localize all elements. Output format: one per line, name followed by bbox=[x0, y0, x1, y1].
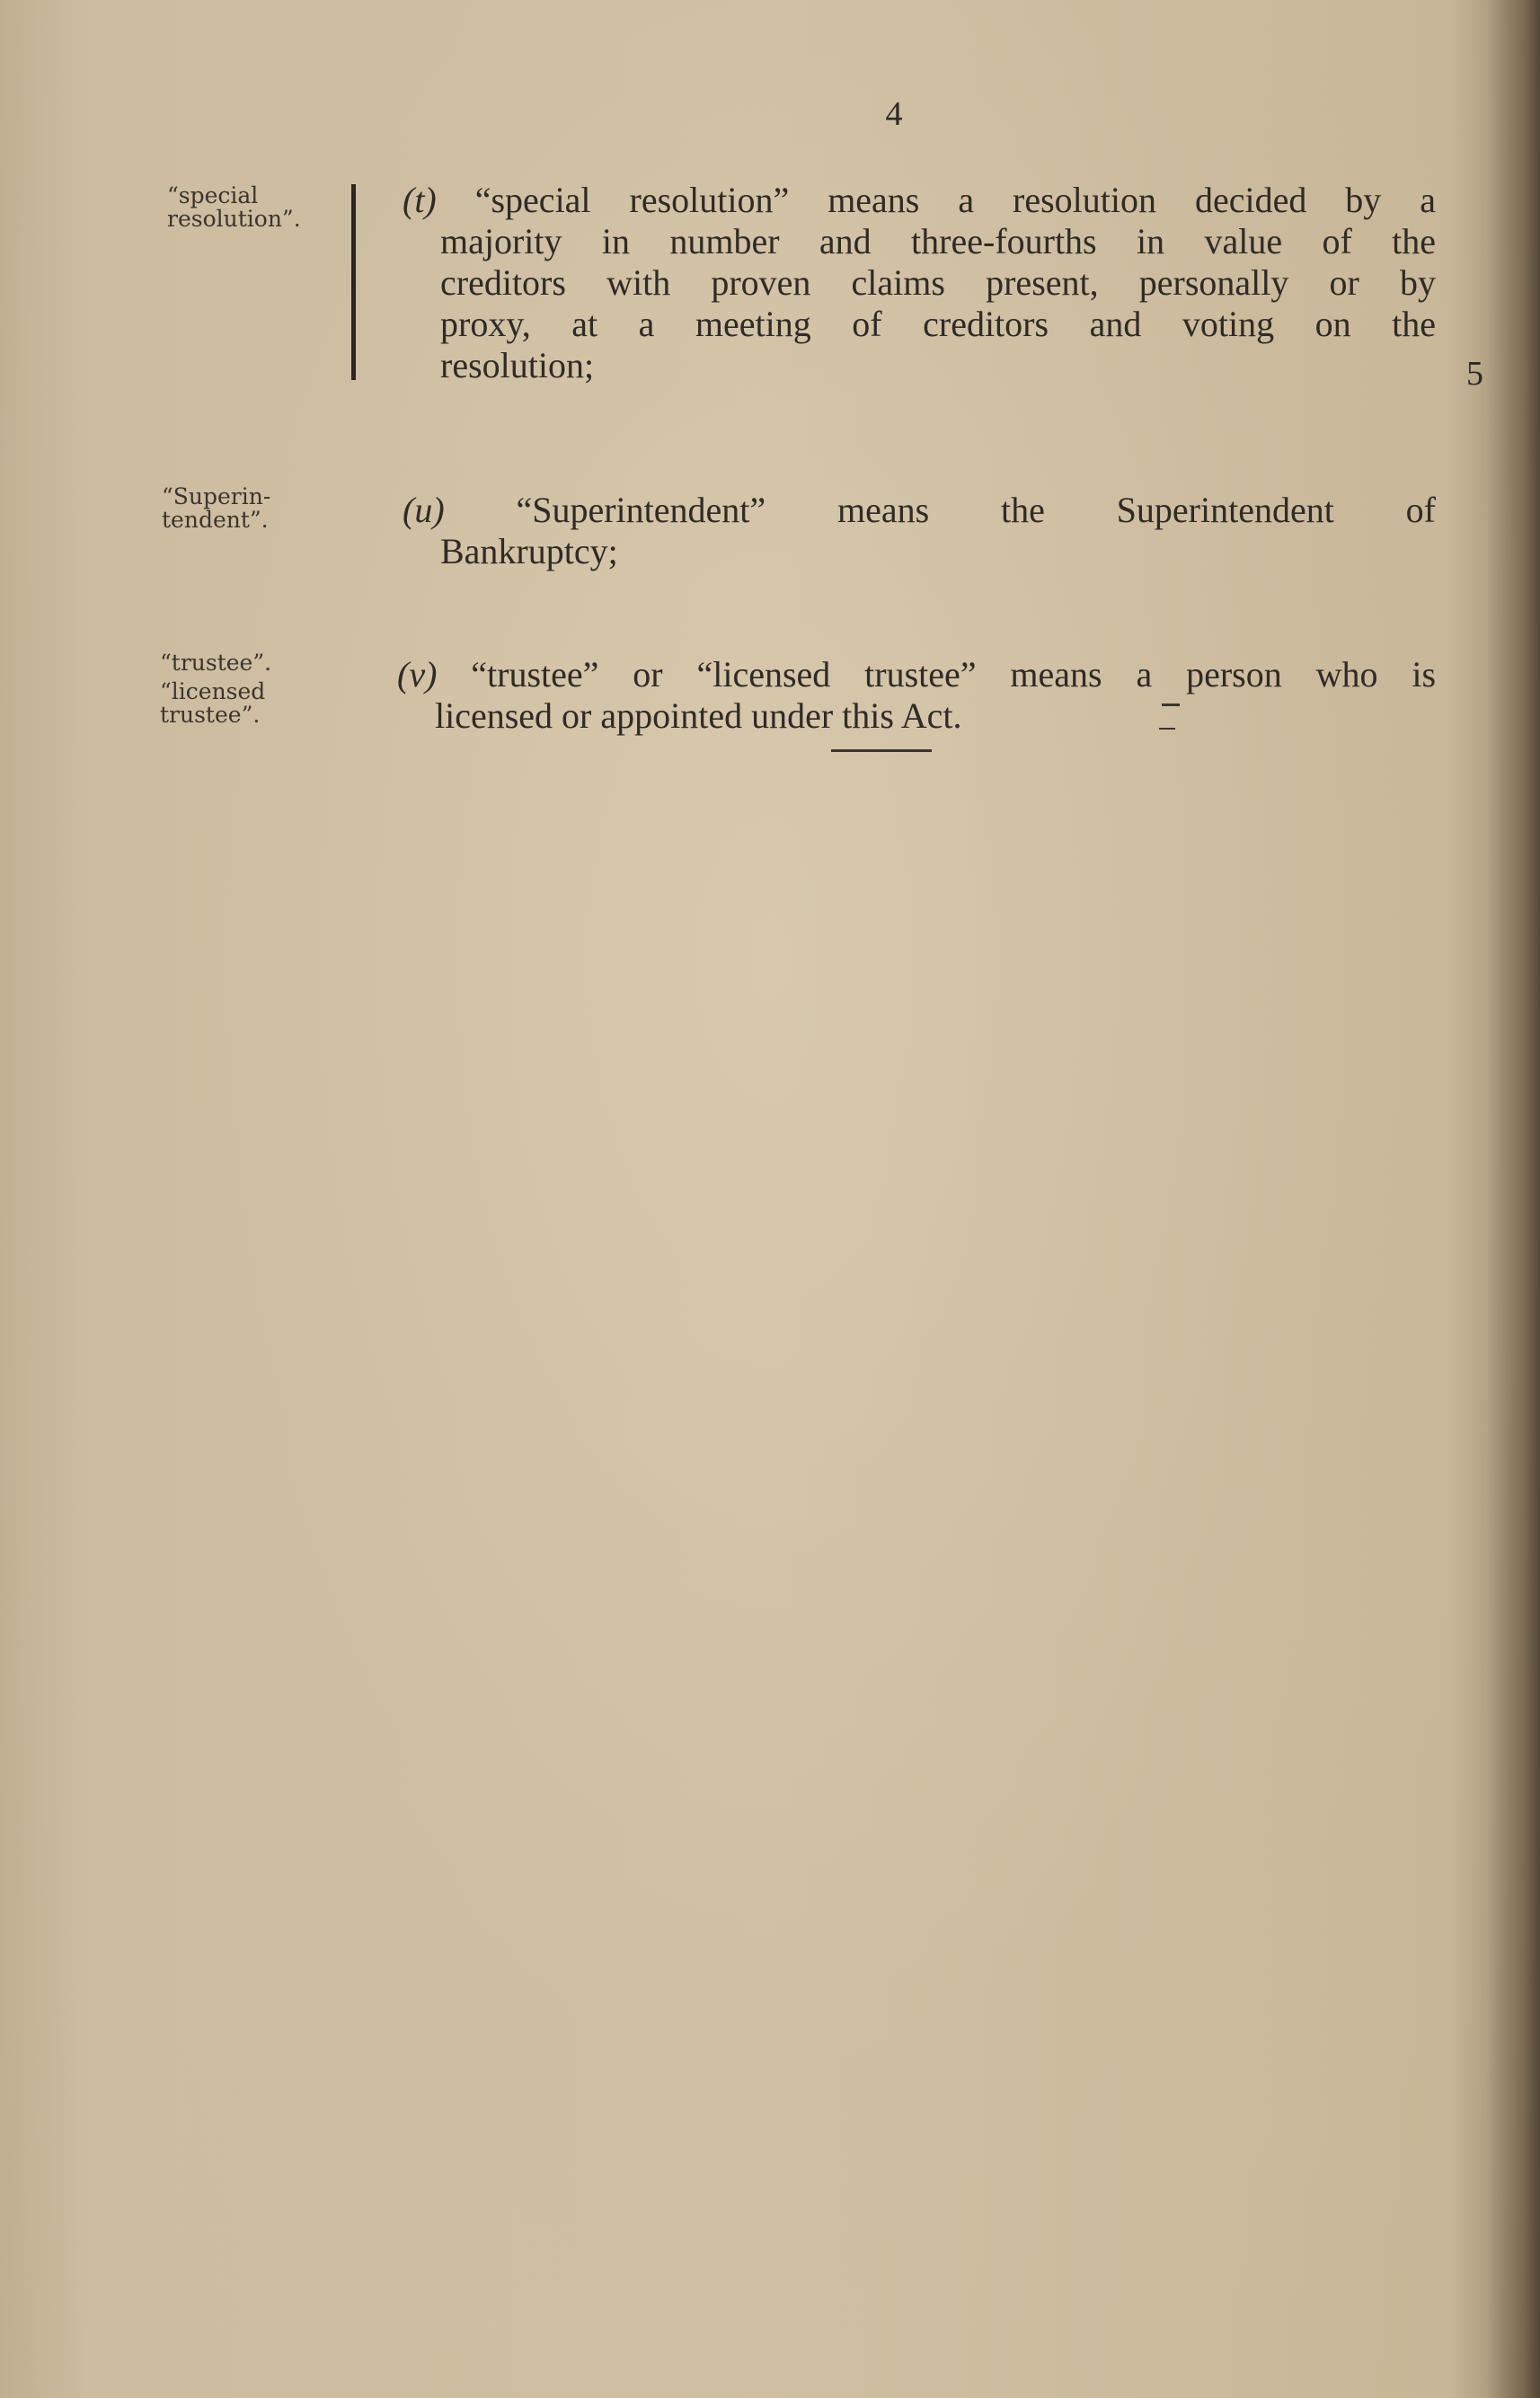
revision-bar bbox=[351, 184, 356, 380]
margin-note-trustee bbox=[160, 651, 331, 675]
definition-line: resolution; bbox=[440, 345, 595, 385]
margin-note-special-resolution bbox=[167, 184, 338, 231]
definition-line: creditors with proven claims present, personally or by bbox=[440, 262, 1436, 303]
definition-line bbox=[403, 180, 1436, 221]
margin-note-line: tendent”. bbox=[162, 507, 269, 533]
definition-text: “Superintendent” means the Superintendent of bbox=[516, 490, 1436, 530]
pen-underline-a bbox=[1162, 703, 1180, 706]
paragraph-marker: (v) bbox=[397, 654, 438, 695]
margin-note-licensed-trustee bbox=[160, 680, 331, 727]
definition-t bbox=[403, 180, 1436, 386]
definition-line: proxy, at a meeting of creditors and voting on the bbox=[440, 304, 1436, 344]
margin-note-superintendent bbox=[162, 485, 332, 532]
margin-note-line: resolution”. bbox=[167, 206, 301, 232]
definition-text: “trustee” or “licensed trustee” means a person who is bbox=[471, 654, 1437, 695]
margin-note-line: “Superin- bbox=[162, 483, 271, 509]
pen-mark bbox=[1159, 728, 1175, 730]
definition-v bbox=[397, 654, 1436, 737]
definition-text: “special resolution” means a resolution decided by a bbox=[474, 180, 1437, 220]
definition-line bbox=[403, 490, 1436, 531]
margin-note-line: “trustee”. bbox=[160, 650, 272, 676]
page-number: 4 bbox=[885, 95, 903, 133]
definition-line: majority in number and three-fourths in value of the bbox=[440, 221, 1436, 261]
definition-line: licensed or appointed under this Act. bbox=[435, 695, 962, 736]
definition-line: Bankruptcy; bbox=[440, 531, 618, 571]
paragraph-marker: (t) bbox=[403, 180, 437, 220]
paragraph-marker: (u) bbox=[403, 490, 445, 530]
definition-u bbox=[403, 490, 1436, 572]
pen-underline-under bbox=[831, 749, 932, 752]
definition-line bbox=[397, 654, 1436, 695]
margin-note-line: trustee”. bbox=[160, 702, 261, 728]
line-number: 5 bbox=[1466, 355, 1483, 393]
margin-note-line: “special bbox=[167, 182, 259, 208]
margin-note-line: “licensed bbox=[160, 678, 266, 704]
